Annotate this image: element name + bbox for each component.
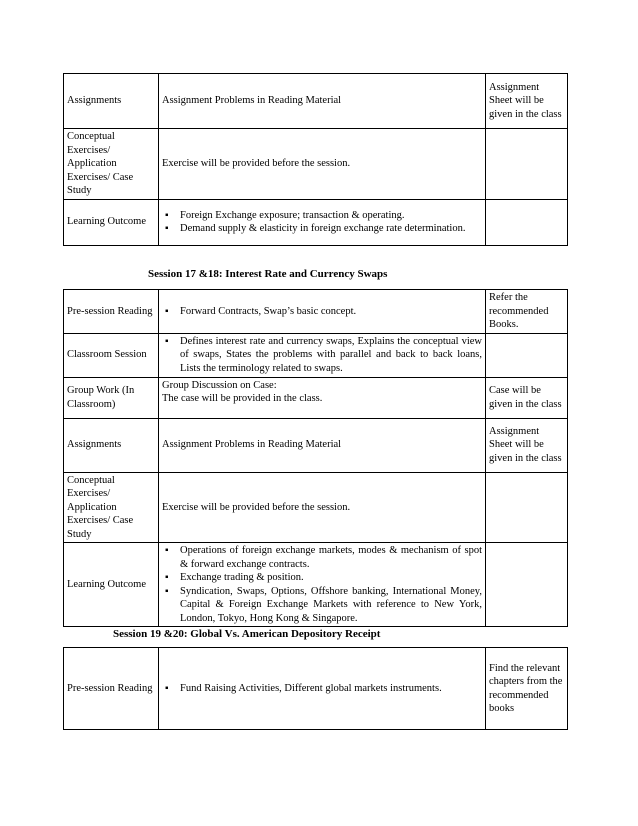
content-line: The case will be provided in the class. [162,393,323,404]
row-note [486,333,568,377]
row-label: Classroom Session [64,333,159,377]
table-row [64,199,568,245]
table-row [64,543,568,627]
row-label: Group Work (In Classroom) [64,377,159,418]
content-line: Group Discussion on Case: [162,379,277,391]
row-content [159,648,486,730]
bullet-item: ▪ Fund Raising Activities, Different global markets instruments. [162,682,482,696]
row-content [159,290,486,334]
table-row [64,472,568,543]
table-row [64,290,568,334]
bullet-item: ▪ Defines interest rate and currency swaps, Explains the conceptual view of swaps, States the problems with parallel and back to back loans, Lists the terminology related to swaps. [162,335,482,376]
table-row [64,648,568,730]
row-label: Conceptual Exercises/ Application Exercises/ Case Study [64,129,159,200]
row-label: Pre-session Reading [64,290,159,334]
row-label: Assignments [64,418,159,472]
row-content: Exercise will be provided before the session. [159,129,486,200]
row-note: Case will be given in the class [486,377,568,418]
session-heading: Session 17 &18: Interest Rate and Currency Swaps [148,268,388,280]
row-label: Pre-session Reading [64,648,159,730]
row-note [486,472,568,543]
row-content [159,333,486,377]
bullet-item: ▪ Operations of foreign exchange markets, modes & mechanism of spot & forward exchange contracts. [162,544,482,571]
session-table-3 [63,647,568,730]
table-row [64,377,568,418]
bullet-item: ▪ Forward Contracts, Swap’s basic concept. [162,305,482,319]
row-note: Find the relevant chapters from the recommended books [486,648,568,730]
row-note: Refer the recommended Books. [486,290,568,334]
row-note [486,199,568,245]
table-row [64,333,568,377]
table-row [64,129,568,200]
row-label: Assignments [64,74,159,129]
row-note: Assignment Sheet will be given in the class [486,74,568,129]
session-table-2 [63,289,568,627]
table-row [64,418,568,472]
row-content: Assignment Problems in Reading Material [159,418,486,472]
row-content [159,543,486,627]
row-label: Conceptual Exercises/ Application Exercises/ Case Study [64,472,159,543]
row-content: Assignment Problems in Reading Material [159,74,486,129]
bullet-item: ▪ Exchange trading & position. [162,571,482,585]
row-content [159,199,486,245]
bullet-item: ▪ Demand supply & elasticity in foreign exchange rate determination. [162,222,482,236]
row-label: Learning Outcome [64,199,159,245]
bullet-item: ▪ Foreign Exchange exposure; transaction & operating. [162,209,482,223]
row-note [486,129,568,200]
session-table-1 [63,73,568,246]
row-note: Assignment Sheet will be given in the class [486,418,568,472]
row-label: Learning Outcome [64,543,159,627]
session-heading: Session 19 &20: Global Vs. American Depository Receipt [113,628,381,640]
row-content [159,377,486,418]
table-row [64,74,568,129]
row-note [486,543,568,627]
bullet-item: ▪ Syndication, Swaps, Options, Offshore banking, International Money, Capital & Foreign Exchange Markets with reference to New York, London, Tokyo, Hong Kong & Singapore. [162,585,482,626]
row-content: Exercise will be provided before the session. [159,472,486,543]
